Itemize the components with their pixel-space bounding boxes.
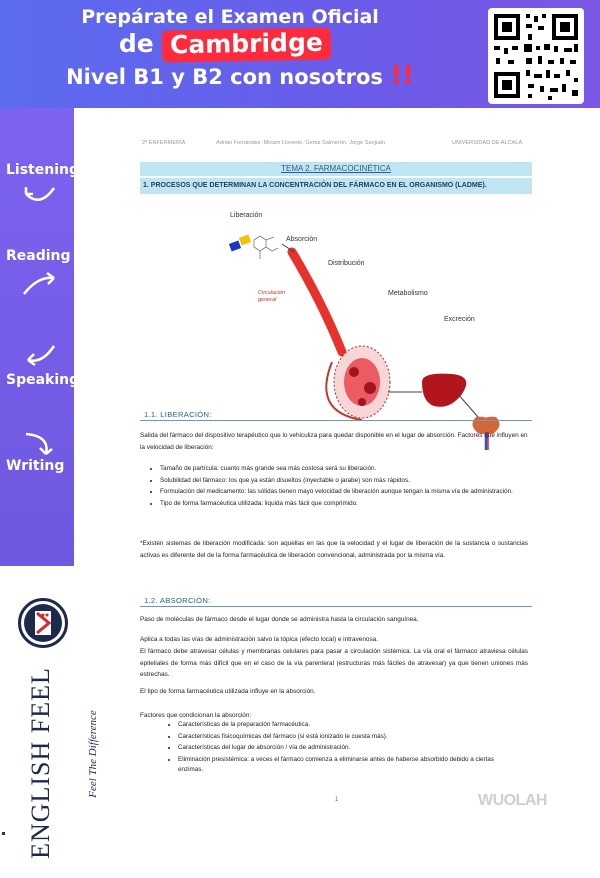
corner-dot: [2, 832, 5, 835]
label-metabolismo: Metabolismo: [388, 290, 428, 297]
list-item: • Características del lugar de absorción / vía de administración.: [178, 743, 518, 754]
section-absorcion-title: 1.2. ABSORCIÓN:: [140, 596, 532, 607]
banner-bang: !!: [390, 60, 414, 91]
label-absorcion: Absorción: [286, 236, 318, 243]
english-feel-logo: [18, 598, 68, 648]
curved-arrow-icon: [20, 342, 60, 370]
liberacion-note: *Existen sistemas de liberación modificada: son aquellas en las que la velocidad y el lugar de liberación de la sustancia o sustancias activas es diferente del de la forma farmacéutica de liberación convencional, administrada por la misma vía.: [140, 540, 528, 559]
topic-title: TEMA 2. FARMACOCINÉTICA: [140, 162, 532, 176]
banner-line-1: Prepárate el Examen Oficial: [81, 6, 379, 28]
skill-speaking: Speaking: [6, 372, 80, 388]
list-item: • Formulación del medicamento: las sólidas tienen mayo velocidad de liberación aunque tengan la misma vía de administración.: [160, 487, 530, 498]
curved-arrow-icon: [20, 270, 60, 298]
skills-sidebar[interactable]: [0, 108, 80, 566]
label-circulacion: Circulación general: [258, 290, 286, 303]
banner-line-2: [0, 29, 480, 61]
list-item: • Solubilidad del fármaco: los que ya están disueltos (inyectable o jarabe) son más rápidos.: [160, 476, 530, 487]
liberacion-factors-list: [140, 464, 530, 510]
promo-banner[interactable]: [0, 0, 600, 108]
list-item: • Tipo de forma farmacéutica utilizada: liquida más fácil que comprimido.: [160, 499, 530, 510]
wuolah-watermark: WUOLAH: [478, 792, 547, 809]
section-liberacion-title: 1.1. LIBERACIÓN:: [140, 410, 532, 421]
section-heading: 1. PROCESOS QUE DETERMINAN LA CONCENTRACIÓN DEL FÁRMACO EN EL ORGANISMO (LADME).: [140, 178, 532, 194]
banner-line-2-pre: de: [118, 28, 163, 58]
brand-name: ENGLISH FEEL: [26, 667, 55, 859]
skill-writing: Writing: [6, 458, 65, 474]
banner-line-3: [0, 61, 480, 92]
qr-code-icon[interactable]: [488, 8, 584, 104]
list-item: • Eliminación presistémica: a veces el fármaco comienza a eliminarse antes de haberse absorbido debido a ciertas enzimas.: [178, 755, 518, 776]
label-liberacion: Liberación: [230, 212, 263, 219]
absorcion-p2: Aplica a todas las vías de administración salvo la tópica (efecto local) e intravenosa.: [140, 636, 378, 643]
header-course: 2º ENFERMERÍA: [142, 140, 186, 146]
brand-slogan: Feel The Difference: [87, 710, 99, 798]
header-university: UNIVERSIDAD DE ALCALÁ: [452, 140, 523, 146]
list-item: • Características de la preparación farmacéutica.: [178, 720, 518, 731]
label-excrecion: Excreción: [444, 316, 475, 323]
skill-reading: Reading: [6, 248, 71, 264]
page-number: 1: [335, 797, 339, 803]
banner-text: [0, 6, 480, 92]
absorcion-factors-list: [158, 720, 518, 777]
banner-line-3-text: Nivel B1 y B2 con nosotros: [66, 64, 383, 89]
absorcion-factors-title: Factores que condicionan la absorción:: [140, 712, 252, 719]
header-authors: Adrián Fernández, Miriam Llorente, Gema Salmerón, Jorge Sanjuán: [216, 140, 386, 146]
banner-highlight: Cambridge: [162, 27, 331, 62]
absorcion-p4: El tipo de forma farmacéutica utilizada influye en la absorción.: [140, 688, 316, 695]
english-feel-brand[interactable]: [8, 598, 99, 859]
absorcion-p3: El fármaco debe atravesar células y membranas celulares para pasar a circulación sistémica. La vía oral el fármaco atraviesa células epiteliales de forma más difícil que en el caso de la vía parenteral (estructuras más fáciles de atravesar) ya que tienen uniones más estrechas.: [140, 648, 528, 678]
curved-arrow-icon: [20, 184, 60, 212]
list-item: • Tamaño de partícula: cuanto más grande sea más costosa será su liberación.: [160, 464, 530, 475]
skill-listening: Listening: [6, 162, 79, 178]
curved-arrow-icon: [20, 430, 60, 458]
absorcion-p1: Paso de moléculas de fármaco desde el lugar donde se administra hasta la circulación sanguínea.: [140, 616, 419, 623]
liberacion-intro: Salida del fármaco del dispositivo terapéutico que lo vehiculiza para quedar disponible en el lugar de absorción. Factores que influyen en la velocidad de liberación:: [140, 432, 528, 451]
list-item: • Características fisicoquímicas del fármaco (si está ionizado le cuesta más).: [178, 732, 518, 743]
label-distribucion: Distribución: [328, 260, 365, 267]
